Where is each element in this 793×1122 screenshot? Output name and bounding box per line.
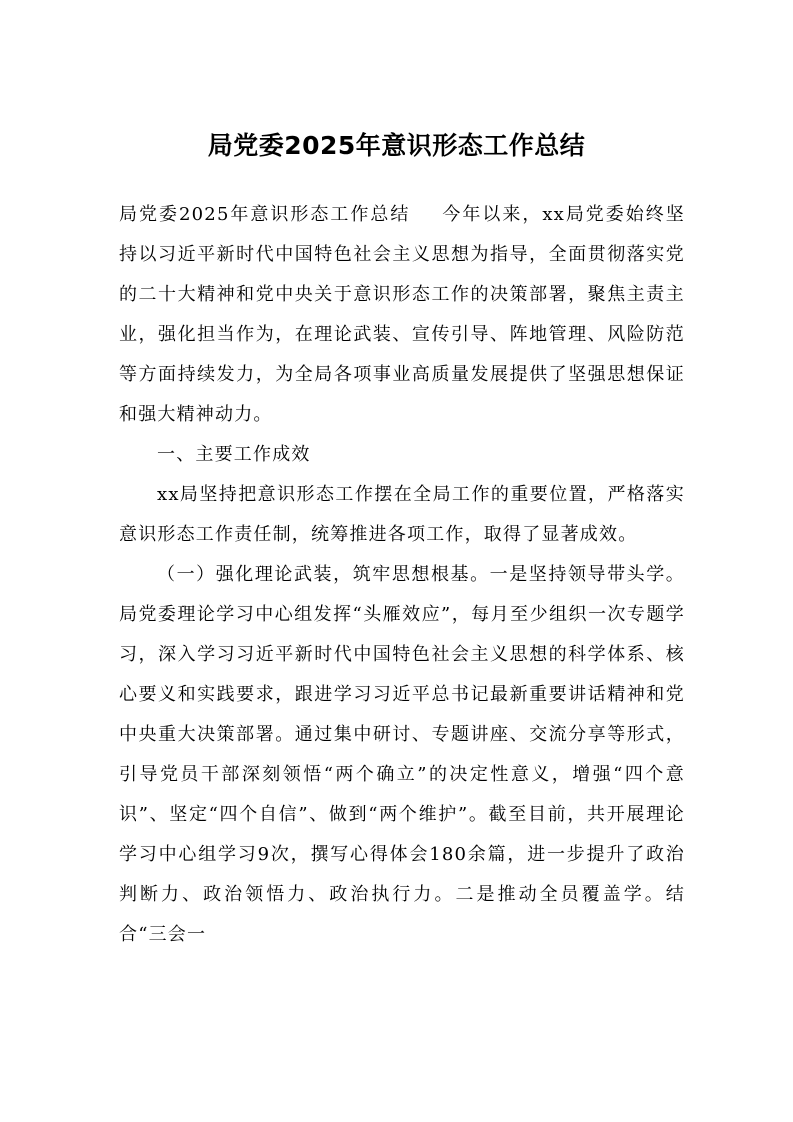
paragraph: xx局坚持把意识形态工作摆在全局工作的重要位置，严格落实意识形态工作责任制，统筹推进各项工作，取得了显著成效。: [119, 484, 685, 545]
document-body: [119, 195, 685, 955]
paragraph-text: 今年以来，xx局党委始终坚持以习近平新时代中国特色社会主义思想为指导，全面贯彻落实党的二十大精神和党中央关于意识形态工作的决策部署，聚焦主责主业，强化担当作为，在理论武装、宣传引导、阵地管理、风险防范等方面持续发力，为全局各项事业高质量发展提供了坚强思想保证和强大精神动力。: [119, 204, 685, 425]
document-title: 局党委2025年意识形态工作总结: [207, 131, 586, 160]
section-heading: 一、主要工作成效: [157, 444, 311, 465]
intro-heading: 局党委2025年意识形态工作总结: [119, 204, 411, 225]
paragraph: （一）强化理论武装，筑牢思想根基。一是坚持领导带头学。局党委理论学习中心组发挥“头雁效应”，每月至少组织一次专题学习，深入学习习近平新时代中国特色社会主义思想的科学体系、核心要义和实践要求，跟进学习习近平总书记最新重要讲话精神和党中央重大决策部署。通过集中研讨、专题讲座、交流分享等形式，引导党员干部深刻领悟“两个确立”的决定性意义，增强“四个意识”、坚定“四个自信”、做到“两个维护”。截至目前，共开展理论学习中心组学习9次，撰写心得体会180余篇，进一步提升了政治判断力、政治领悟力、政治执行力。二是推动全员覆盖学。结合“三会一: [119, 564, 685, 945]
intro-paragraph: [119, 195, 685, 435]
